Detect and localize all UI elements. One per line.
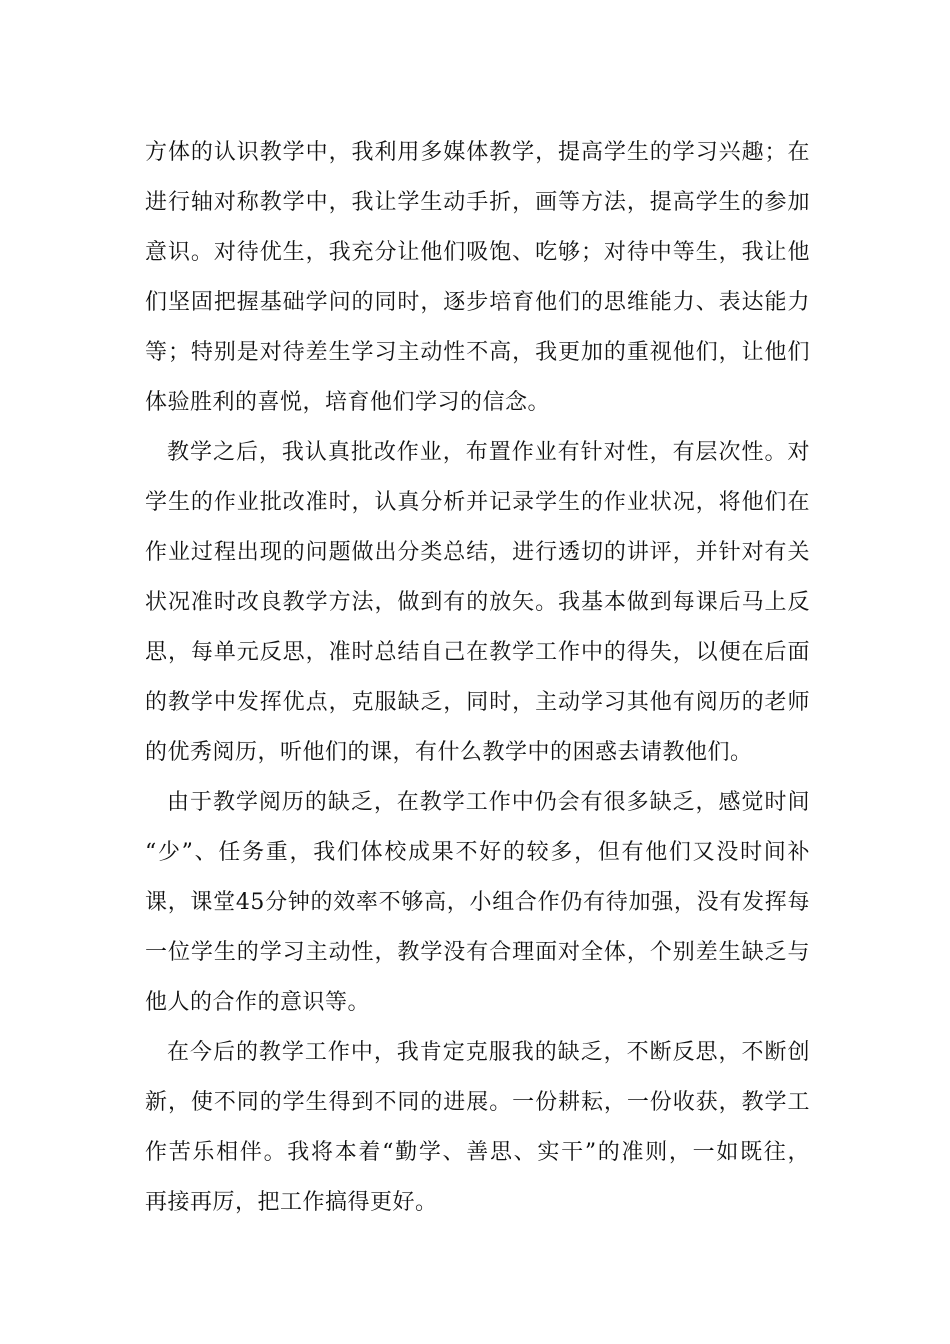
text-line: 在今后的教学工作中，我肯定克服我的缺乏，不断反思，不断创 [167,1040,810,1065]
text-line: 的优秀阅历，听他们的课，有什么教学中的困惑去请教他们。 [145,740,753,765]
text-line: 一位学生的学习主动性，教学没有合理面对全体，个别差生缺乏与 [145,940,810,965]
text-line: 教学之后，我认真批改作业，布置作业有针对性，有层次性。对 [167,440,810,465]
paragraph-3 [145,778,810,1028]
text-line: 等；特别是对待差生学习主动性不高，我更加的重视他们，让他们 [145,340,810,365]
text-line: 学生的作业批改准时，认真分析并记录学生的作业状况，将他们在 [145,490,810,515]
document-body [145,128,810,1228]
text-line: 再接再厉，把工作搞得更好。 [145,1190,438,1215]
text-line: 作业过程出现的问题做出分类总结，进行透切的讲评，并针对有关 [145,540,810,565]
text-line: “少”、任务重，我们体校成果不好的较多，但有他们又没时间补 [145,840,810,865]
paragraph-1 [145,128,810,428]
text-line: 进行轴对称教学中，我让学生动手折，画等方法，提高学生的参加 [145,190,810,215]
text-line: 他人的合作的意识等。 [145,990,371,1015]
text-line: 作苦乐相伴。我将本着“勤学、善思、实干”的准则，一如既往， [145,1140,810,1165]
text-line: 们坚固把握基础学问的同时，逐步培育他们的思维能力、表达能力 [145,290,810,315]
text-line: 意识。对待优生，我充分让他们吸饱、吃够；对待中等生，我让他 [145,240,810,265]
text-line: 由于教学阅历的缺乏，在教学工作中仍会有很多缺乏，感觉时间 [167,790,810,815]
paragraph-2 [145,428,810,778]
text-line: 思，每单元反思，准时总结自己在教学工作中的得失，以便在后面 [145,640,810,665]
text-line: 课，课堂45分钟的效率不够高，小组合作仍有待加强，没有发挥每 [145,890,810,915]
text-line: 体验胜利的喜悦，培育他们学习的信念。 [145,390,551,415]
text-line: 的教学中发挥优点，克服缺乏，同时，主动学习其他有阅历的老师 [145,690,810,715]
text-line: 新，使不同的学生得到不同的进展。一份耕耘，一份收获，教学工 [145,1090,810,1115]
text-line: 状况准时改良教学方法，做到有的放矢。我基本做到每课后马上反 [145,590,810,615]
text-line: 方体的认识教学中，我利用多媒体教学，提高学生的学习兴趣；在 [145,140,810,165]
paragraph-4 [145,1028,810,1228]
